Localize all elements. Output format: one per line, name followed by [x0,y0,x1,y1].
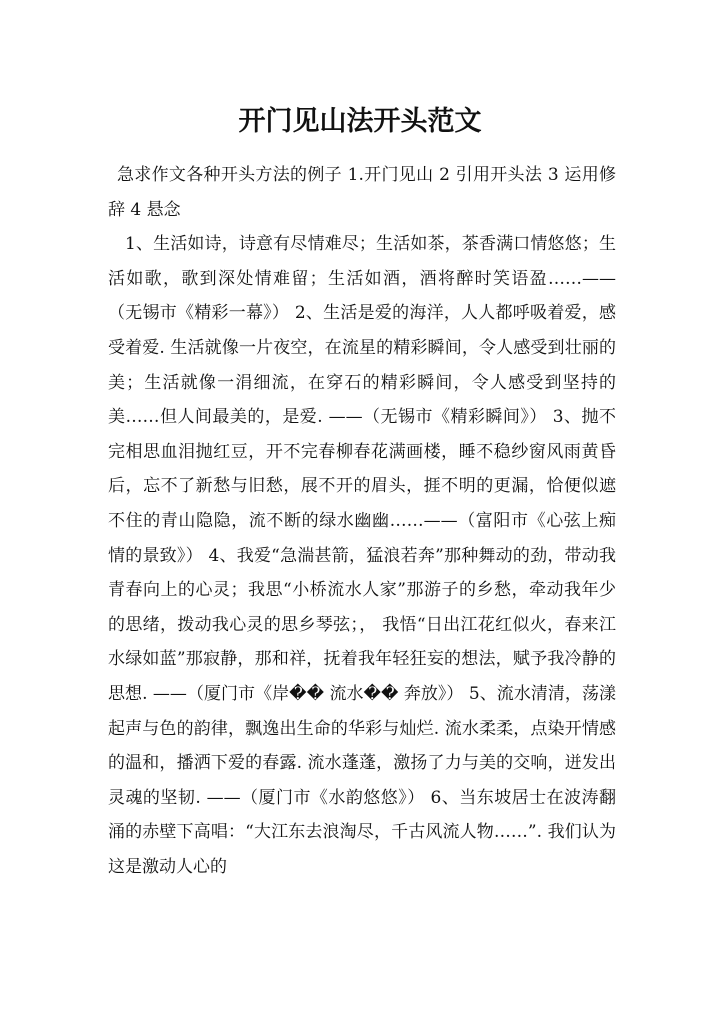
document-body [108,158,616,884]
examples-paragraph: 1、生活如诗，诗意有尽情难尽；生活如茶，茶香满口情悠悠；生活如歌，歌到深处情难留；生活如酒，酒将醉时笑语盈……——（无锡市《精彩一幕》） 2、生活是爱的海洋，人人都呼吸着爱，感受着爱. 生活就像一片夜空，在流星的精彩瞬间，令人感受到壮丽的美；生活就像一涓细流，在穿石的精彩瞬间，令人感受到坚持的美……但人间最美的，是爱. ——（无锡市《精彩瞬间》） 3、抛不完相思血泪抛红豆，开不完春柳春花满画楼，睡不稳纱窗风雨黄昏后，忘不了新愁与旧愁，展不开的眉头，捱不明的更漏，恰便似遮不住的青山隐隐，流不断的绿水幽幽……——（富阳市《心弦上痴情的景致》） 4、我爱“急湍甚箭，猛浪若奔”那种舞动的劲，带动我青春向上的心灵；我思“小桥流水人家”那游子的乡愁，牵动我年少的思绪，拨动我心灵的思乡琴弦；， 我悟“日出江花红似火，春来江水绿如蓝”那寂静，那和祥，抚着我年轻狂妄的想法，赋予我冷静的思想. ——（厦门市《岸�� 流水�� 奔放》） 5、流水清清，荡漾起声与色的韵律，飘逸出生命的华彩与灿烂. 流水柔柔，点染开情感的温和，播洒下爱的春露. 流水蓬蓬，激扬了力与美的交响，迸发出灵魂的坚韧. ——（厦门市《水韵悠悠》） 6、当东坡居士在波涛翻涌的赤壁下高唱：“大江东去浪淘尽，千古风流人物……”. 我们认为这是激动人心的 [108,234,616,877]
document-title: 开门见山法开头范文 [238,106,482,137]
intro-paragraph: 急求作文各种开头方法的例子 1.开门见山 2 引用开头法 3 运用修辞 4 悬念 [108,165,616,220]
